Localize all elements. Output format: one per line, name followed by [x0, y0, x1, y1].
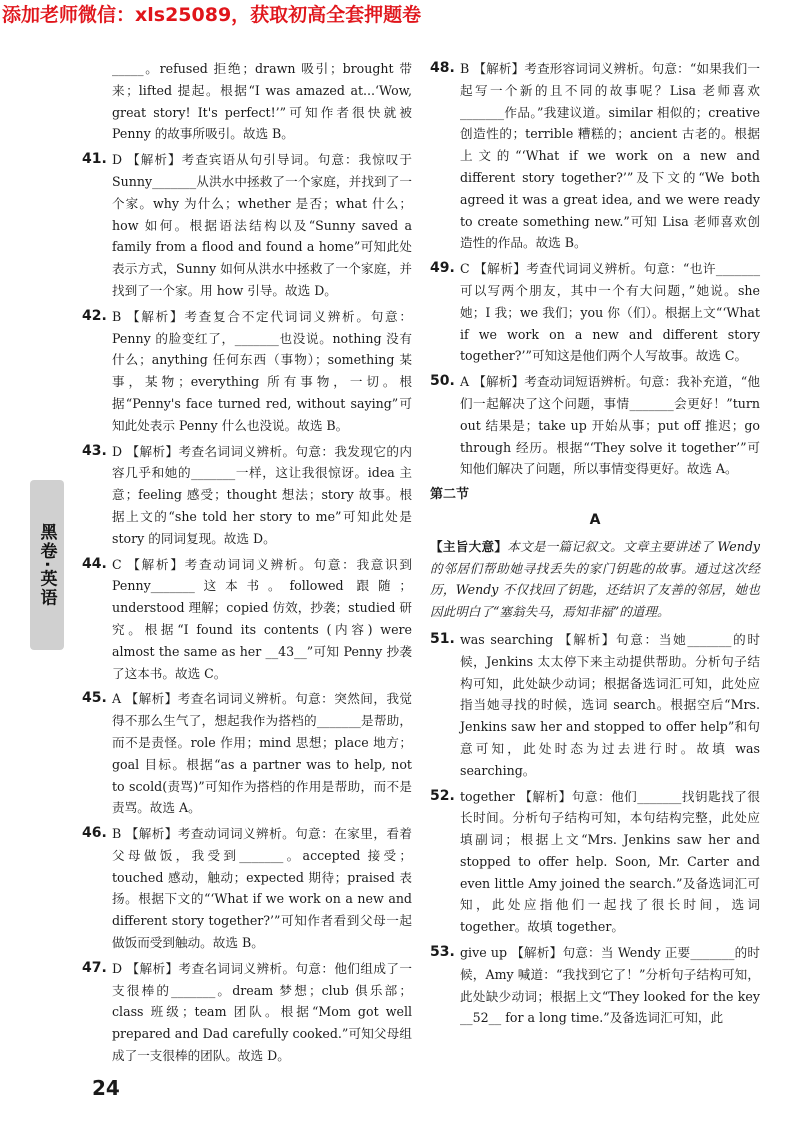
- question-number: 52.: [430, 787, 455, 804]
- answer-entry-46: [82, 823, 412, 954]
- main-idea-label: 【主旨大意】: [430, 538, 508, 554]
- entry-text: B 【解析】考查动词词义辨析。句意：在家里，看着父母做饭，我受到_______。accepted 接受；touched 感动，触动；expected 期待；praised 表扬。根据下文的“‘What if we work on a new and different story together?’”可知作者看到父母一起做饭而受到触动。故选 B。: [112, 826, 412, 951]
- main-idea-text: 本文是一篇记叙文。文章主要讲述了 Wendy 的邻居们帮助她寻找丢失的家门钥匙的故事。通过这次经历，Wendy 不仅找回了钥匙，还结识了友善的邻居，她也因此明白了“塞翁失马，焉知非福”的道理。: [430, 538, 760, 620]
- answer-entry-53: [430, 942, 760, 1029]
- entry-text: D 【解析】考查名词词义辨析。句意：他们组成了一支很棒的_______。dream 梦想；club 俱乐部；class 班级；team 团队。根据“Mom got well prepared and Dad carefully cooked.”可知父母组成了一支很棒的团队。故选 D。: [112, 960, 412, 1064]
- side-tab: [30, 480, 64, 650]
- entry-text: D 【解析】考查宾语从句引导词。句意：我惊叹于 Sunny_______从洪水中拯救了一个家庭，并找到了一个家。why 为什么；whether 是否；what 什么；how 如何。根据语法结构以及“Sunny saved a family from a flood and found a home”可知此处表示方式，Sunny 如何从洪水中拯救了一个家庭，并找到了一个家。用 how 引导。故选 D。: [112, 152, 412, 298]
- answer-entry-44: [82, 554, 412, 685]
- entry-text: A 【解析】考查名词词义辨析。句意：突然间，我觉得不那么生气了，想起我作为搭档的_______是帮助，而不是责怪。role 作用；mind 思想；place 地方；goal 目标。根据“as a partner was to help, not to scold(责骂)”可知作为搭档的作用是帮助，而不是责骂。故选 A。: [112, 691, 412, 816]
- passage-label: A: [589, 511, 601, 528]
- right-column: [430, 58, 760, 1033]
- page-number: 24: [92, 1076, 120, 1100]
- entry-text: B 【解析】考查形容词词义辨析。句意：“如果我们一起写一个新的且不同的故事呢？Lisa 老师喜欢_______作品。”我建议道。similar 相似的；creative 创造性的；terrible 糟糕的；ancient 古老的。根据上文的“‘What if we work on a new and different story together?’”及下文的“We both agreed it was a great idea, and we were ready to create something new.”可知 Lisa 老师喜欢创造性的作品。故选 B。: [460, 61, 760, 251]
- entry-text: C 【解析】考查动词词义辨析。句意：我意识到 Penny_______这本书。followed 跟随；understood 理解；copied 仿效，抄袭；studied 研究。根据“I found its contents (内容) were almost the same as her __43__”可知 Penny 抄袭了这本书。故选 C。: [112, 556, 412, 681]
- promo-banner: 添加老师微信：xls25089，获取初高全套押题卷: [0, 0, 800, 30]
- answer-entry-43: [82, 441, 412, 550]
- answer-entry-41: [82, 149, 412, 302]
- question-number: 46.: [82, 825, 107, 842]
- question-number: 42.: [82, 307, 107, 324]
- question-number: 45.: [82, 690, 107, 707]
- entry-text: C 【解析】考查代词词义辨析。句意：“也许_______可以写两个朋友，其中一个有大问题，”她说。she 她；I 我；we 我们；you 你（们）。根据上文“‘What if we work on a new and different story together?’”可知这是他们两个人写故事。故选 C。: [460, 261, 760, 364]
- section-heading: 第二节: [430, 487, 470, 503]
- answer-entry-cont: [82, 58, 412, 145]
- question-number: 41.: [82, 151, 107, 168]
- entry-text: A 【解析】考查动词短语辨析。句意：我补充道，“他们一起解决了这个问题，事情_______会更好！”turn out 结果是；take up 开始从事；put off 推迟；go through 经历。根据“‘They solve it together’”可知他们解决了问题，所以事情变得更好。故选 A。: [460, 374, 760, 477]
- question-number: 49.: [430, 260, 455, 277]
- answer-entry-49: [430, 258, 760, 367]
- answer-entry-51: [430, 629, 760, 782]
- question-number: 44.: [82, 555, 107, 572]
- question-number: 51.: [430, 630, 455, 647]
- answer-entry-50: [430, 371, 760, 480]
- answer-entry-47: [82, 958, 412, 1067]
- answer-entry-45: [82, 688, 412, 819]
- entry-text: together 【解析】句意：他们_______找钥匙找了很长时间。分析句子结构可知，本句结构完整，此处应填副词；根据上文“Mrs. Jenkins saw her and stopped to offer help. Soon, Mr. Carter and even little Amy joined the search.”及备选词汇可知，此处应指他们一起找了很长时间，选词 together。故填 together。: [460, 788, 760, 935]
- entry-text: _____。refused 拒绝；drawn 吸引；brought 带来；lifted 提起。根据“I was amazed at...‘Wow, great story! It's perfect!’”可知作者很快就被 Penny 的故事所吸引。故选 B。: [112, 61, 412, 142]
- answer-entry-42: [82, 306, 412, 437]
- left-column: [82, 58, 412, 1071]
- entry-text: was searching 【解析】句意：当她_______的时候，Jenkins 太太停下来主动提供帮助。分析句子结构可知，此处缺少动词；根据备选词汇可知，此处应指当她寻找的时候，选词 search。根据空后“Mrs. Jenkins saw her and stopped to offer help”和句意可知，此处时态为过去进行时。故填 was searching。: [460, 631, 760, 778]
- side-tab-label: 黑卷·英语: [36, 522, 57, 608]
- question-number: 43.: [82, 442, 107, 459]
- answer-entry-48: [430, 58, 760, 254]
- question-number: 53.: [430, 944, 455, 961]
- answer-entry-52: [430, 786, 760, 939]
- entry-text: D 【解析】考查名词词义辨析。句意：我发现它的内容几乎和她的_______一样，这让我很惊讶。idea 主意；feeling 感受；thought 想法；story 故事。根据上文的“she told her story to me”可知此处是 story 的同词复现。故选 D。: [112, 443, 412, 546]
- entry-text: give up 【解析】句意：当 Wendy 正要_______的时候，Amy 喊道：“我找到它了！”分析句子结构可知，此处缺少动词；根据上文“They looked for the key __52__ for a long time.”及备选词汇可知，此: [460, 945, 760, 1026]
- question-number: 48.: [430, 60, 455, 76]
- question-number: 47.: [82, 959, 107, 976]
- main-idea: [430, 536, 760, 623]
- entry-text: B 【解析】考查复合不定代词词义辨析。句意：Penny 的脸变红了，_______也没说。nothing 没有什么；anything 任何东西（事物）；something 某事，某物；everything 所有事物，一切。根据“Penny's face turned red, without saying”可知此处表示 Penny 什么也没说。故选 B。: [112, 308, 412, 433]
- question-number: 50.: [430, 373, 455, 390]
